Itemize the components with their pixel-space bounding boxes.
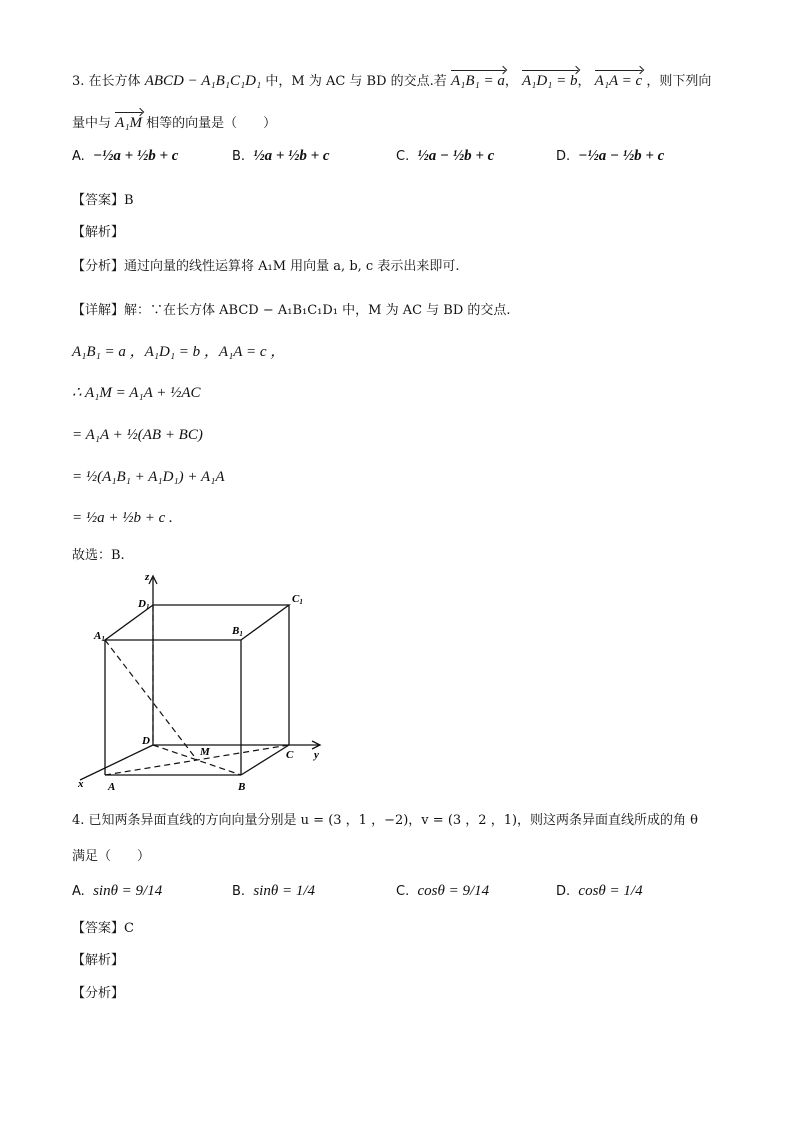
option-label: D. (556, 884, 571, 899)
q3-step-3: = ½(A₁B₁ + A₁D₁) + A₁A (72, 469, 225, 485)
label-b: B (238, 781, 246, 793)
option-text: ½a + ½b + c (253, 148, 330, 164)
q4-option-b[interactable] (232, 883, 315, 900)
q3-option-c[interactable] (396, 148, 494, 165)
q4-analysis-heading: 【解析】 (72, 953, 125, 968)
q4-answer: 【答案】C (72, 921, 134, 936)
label-m: M (200, 746, 210, 758)
option-label: A. (72, 884, 85, 899)
label-d: D (142, 735, 150, 747)
option-label: C. (396, 884, 410, 899)
given-vector-a: A₁B₁ = a (450, 73, 505, 89)
label-c1: C1 (292, 593, 303, 606)
segment-a1m (105, 640, 197, 760)
q3-step-given: A₁B₁ = a ，A₁D₁ = b ，A₁A = c ， (72, 344, 286, 360)
q3-stem-mid: 中，M 为 AC 与 BD 的交点.若 (265, 74, 447, 89)
option-label: A. (72, 149, 85, 164)
q4-stem-line2: 满足（ ） (72, 849, 151, 864)
q3-option-a[interactable] (72, 148, 178, 165)
cuboid-diagram (72, 570, 342, 795)
top-face (105, 605, 289, 640)
option-label: C. (396, 149, 410, 164)
given-vector-b: A₁D₁ = b (521, 73, 578, 89)
q3-stem-line2 (72, 114, 276, 133)
label-a: A (108, 781, 116, 793)
q4-fenxi-heading: 【分析】 (72, 986, 125, 1001)
q4-option-a[interactable] (72, 883, 162, 900)
option-label: D. (556, 149, 571, 164)
q4-option-c[interactable] (396, 883, 489, 900)
q3-step-4: = ½a + ½b + c . (72, 510, 173, 526)
label-y: y (314, 749, 319, 761)
q4-stem-line1: 4. 已知两条异面直线的方向向量分别是 u = (3 ，1 ，−2)，v = (3 ，2 ，1)，则这两条异面直线所成的角 θ (72, 813, 698, 828)
label-a1: A1 (94, 630, 105, 643)
box-name: ABCD − A₁B₁C₁D₁ (144, 73, 262, 89)
q4-option-d[interactable] (556, 883, 643, 900)
q3-stem-line2-suffix: 相等的向量是（ ） (146, 116, 277, 131)
q3-step-2: = A₁A + ½(AB + BC) (72, 427, 203, 443)
option-label: B. (232, 149, 246, 164)
option-text: cosθ = 1/4 (578, 883, 643, 899)
q3-analysis-heading: 【解析】 (72, 225, 125, 240)
label-b1: B1 (232, 625, 243, 638)
option-text: sinθ = 1/4 (253, 883, 315, 899)
label-c: C (286, 749, 294, 761)
q3-fenxi: 【分析】通过向量的线性运算将 A₁M 用向量 a, b, c 表示出来即可. (72, 259, 460, 274)
q3-option-b[interactable] (232, 148, 330, 165)
option-text: sinθ = 9/14 (93, 883, 163, 899)
q3-conclusion: 故选：B. (72, 548, 125, 563)
given-vector-c: A₁A = c (594, 73, 643, 89)
q3-stem-line1: 3. 在长方体 ABCD − A₁B₁C₁D₁ 中，M 为 AC 与 BD 的交点.若 A₁B₁ = a， A₁D₁ = b， A₁A = c ，则下列向 (72, 73, 712, 89)
target-vector: A₁M (115, 115, 143, 131)
option-text: −½a − ½b + c (578, 148, 665, 164)
q3-detail: 【详解】解：∵在长方体 ABCD − A₁B₁C₁D₁ 中，M 为 AC 与 BD 的交点. (72, 303, 511, 318)
q3-stem-text: 3. 在长方体 (72, 74, 141, 89)
q3-option-d[interactable] (556, 148, 664, 165)
option-label: B. (232, 884, 246, 899)
option-text: ½a − ½b + c (417, 148, 495, 164)
label-z: z (145, 571, 150, 583)
option-text: −½a + ½b + c (93, 148, 179, 164)
q3-stem-line2-prefix: 量中与 (72, 116, 112, 131)
q3-step-1: ∴ A₁M = A₁A + ½AC (72, 385, 201, 401)
q3-answer: 【答案】B (72, 193, 134, 208)
label-d1: D1 (138, 598, 150, 611)
option-text: cosθ = 9/14 (417, 883, 490, 899)
q3-stem-suffix: ，则下列向 (646, 74, 712, 89)
label-x: x (78, 778, 84, 790)
